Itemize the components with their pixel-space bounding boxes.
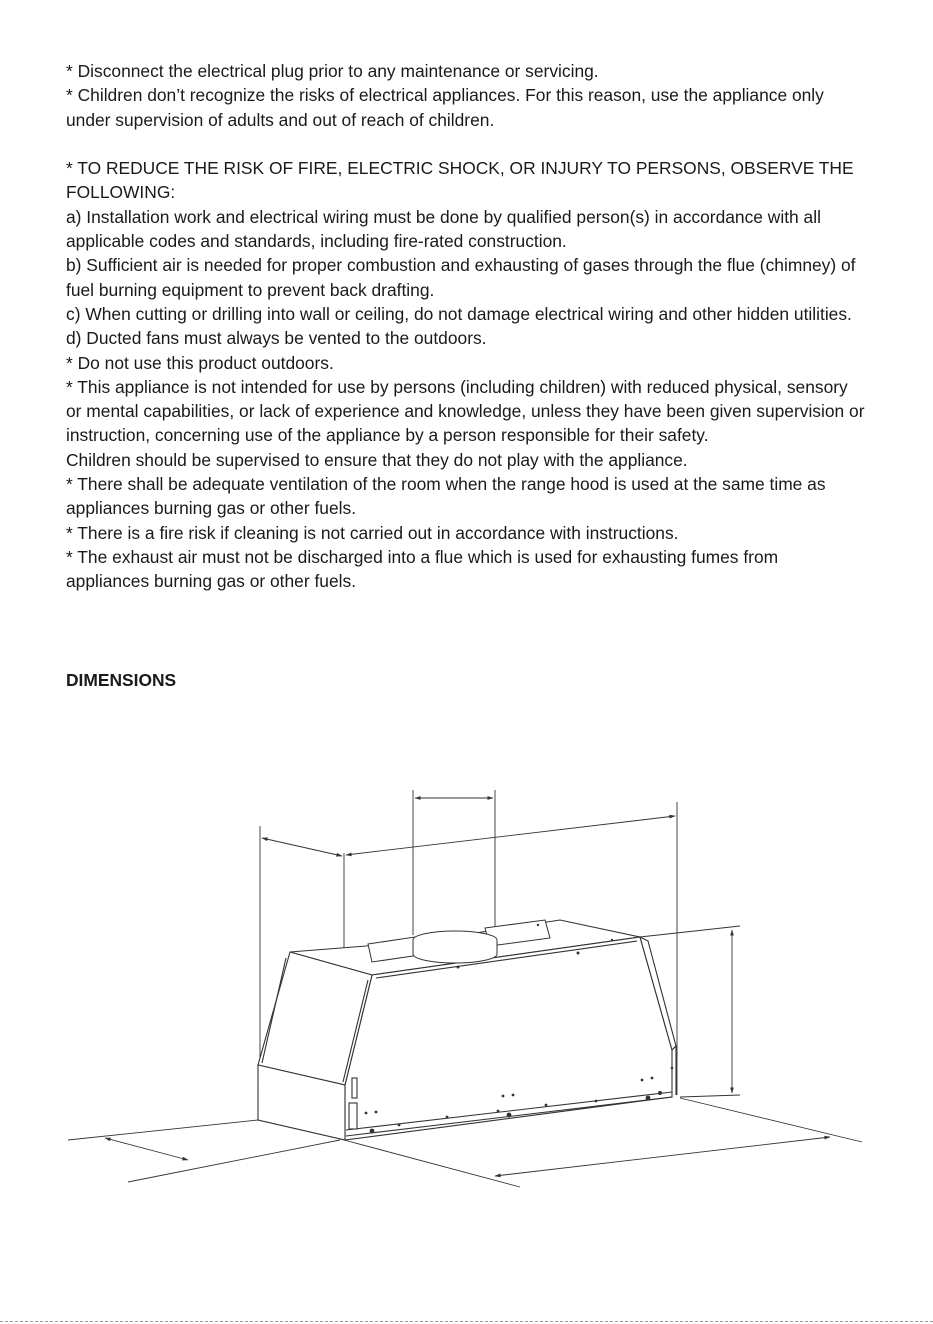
- width-dimension-top: [346, 816, 675, 855]
- safety-item-capabilities: * This appliance is not intended for use by persons (including children) with reduced physical, sensory or mental capabilities, or lack of experience and knowledge, unless they have been given supervision or instruction, concerning use of the appliance by a person responsible for their safety.: [66, 376, 865, 446]
- depth-dimension-bottom: [105, 1138, 188, 1160]
- safety-item-outdoors: * Do not use this product outdoors.: [66, 352, 334, 373]
- safety-item-fire-risk: * There is a fire risk if cleaning is not carried out in accordance with instructions.: [66, 522, 679, 543]
- footer-divider: [0, 1321, 933, 1323]
- safety-item-supervision: Children should be supervised to ensure that they do not play with the appliance.: [66, 449, 688, 470]
- warning-children: * Children don’t recognize the risks of electrical appliances. For this reason, use the appliance only under supervision of adults and out of reach of children.: [66, 85, 824, 130]
- safety-title: * TO REDUCE THE RISK OF FIRE, ELECTRIC SHOCK, OR INJURY TO PERSONS, OBSERVE THE FOLLOWING:: [66, 158, 854, 203]
- safety-item-exhaust: * The exhaust air must not be discharged into a flue which is used for exhausting fumes from appliances burning gas or other fuels.: [66, 546, 779, 592]
- safety-item-a: a) Installation work and electrical wiring must be done by qualified person(s) in accordance with all applicable codes and standards, including fire-rated construction.: [66, 206, 821, 252]
- safety-item-ventilation: * There shall be adequate ventilation of the room when the range hood is used at the same time as appliances burning gas or other fuels.: [66, 474, 826, 519]
- depth-dimension-top: [262, 838, 342, 856]
- warning-unplug: * Disconnect the electrical plug prior to any maintenance or servicing.: [66, 61, 599, 81]
- safety-item-b: b) Sufficient air is needed for proper combustion and exhausting of gases through the flue (chimney) of fuel burning equipment to prevent back drafting.: [66, 255, 856, 300]
- safety-item-c: c) When cutting or drilling into wall or ceiling, do not damage electrical wiring and other hidden utilities.: [66, 303, 852, 324]
- width-dimension-bottom: [495, 1137, 830, 1176]
- dimensions-heading: DIMENSIONS: [66, 670, 177, 690]
- safety-item-d: d) Ducted fans must always be vented to the outdoors.: [66, 328, 487, 349]
